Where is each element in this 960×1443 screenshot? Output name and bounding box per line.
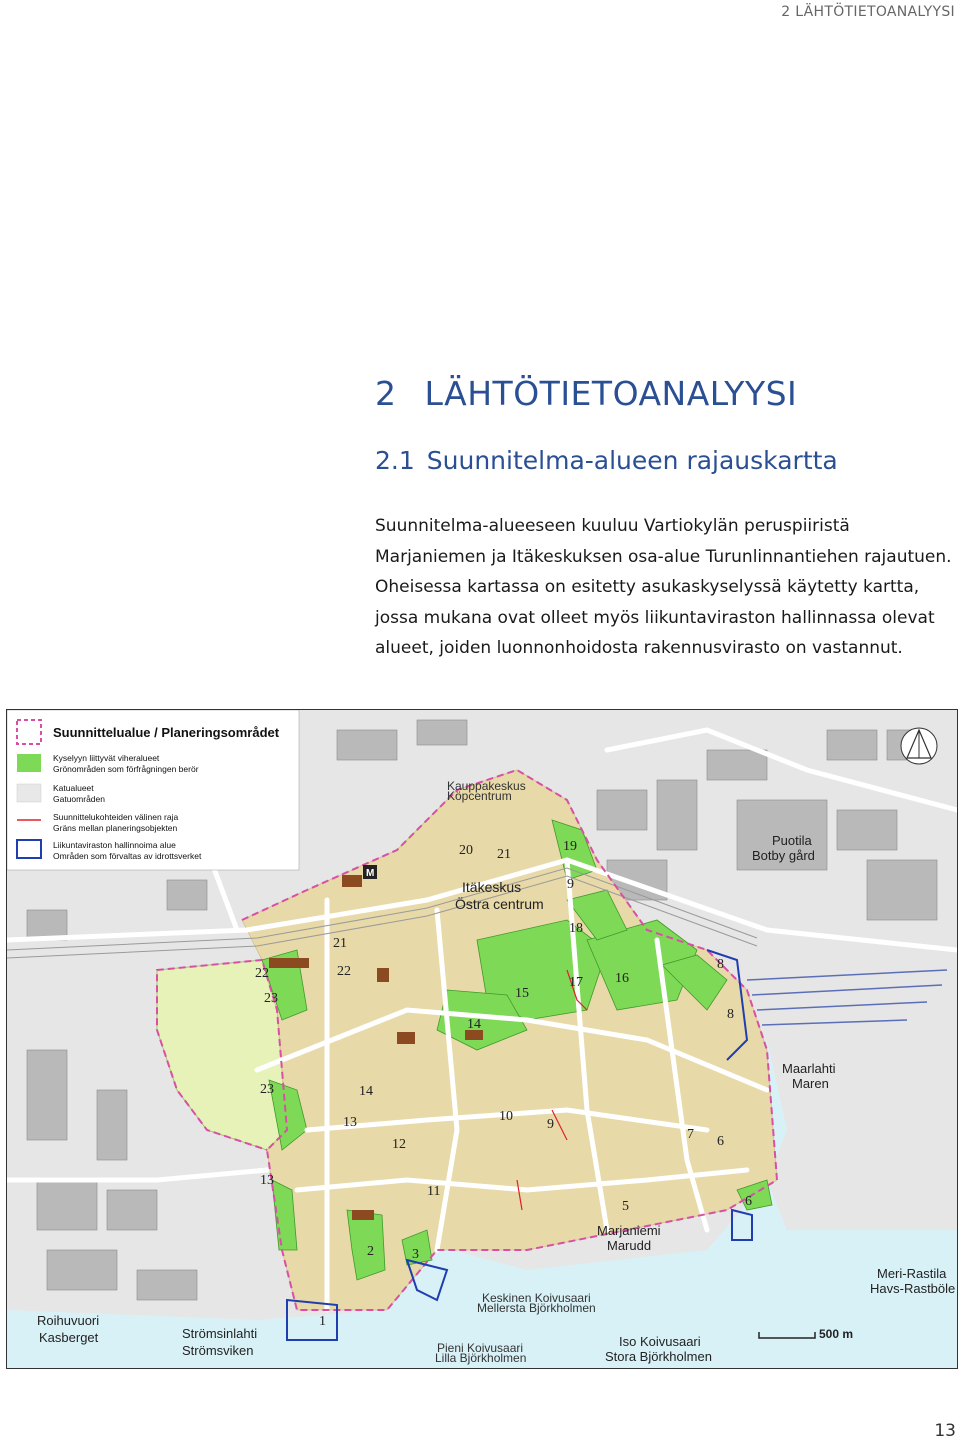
- place-meri-rastila: Meri-Rastila: [877, 1266, 947, 1281]
- area-number: 14: [467, 1017, 481, 1032]
- area-number: 8: [717, 957, 724, 972]
- legend-green-symbol: [17, 754, 41, 772]
- place-ostra-centrum: Östra centrum: [455, 896, 544, 912]
- map-svg: [7, 710, 957, 1368]
- section-title-text: Suunnitelma-alueen rajauskartta: [426, 446, 838, 475]
- area-number: 13: [260, 1173, 274, 1188]
- area-number: 3: [412, 1247, 419, 1262]
- area-number: 21: [333, 936, 347, 951]
- place-havs-rastbole: Havs-Rastböle: [870, 1281, 956, 1296]
- area-number: 12: [392, 1137, 406, 1152]
- area-number: 1: [319, 1314, 326, 1329]
- legend-item-1-line1: Kyselyyn liittyvät viheralueet: [53, 753, 160, 763]
- area-number: 19: [563, 839, 577, 854]
- area-number: 2: [367, 1244, 374, 1259]
- place-maarlahti: Maarlahti: [782, 1061, 836, 1076]
- area-number: 20: [459, 843, 473, 858]
- metro-label: M: [366, 868, 375, 879]
- area-number: 23: [264, 991, 278, 1006]
- place-keskinen-koivusaari: Keskinen Koivusaari: [482, 1291, 591, 1305]
- place-kasberget: Kasberget: [39, 1330, 99, 1345]
- place-kauppakeskus: Kauppakeskus: [447, 779, 526, 793]
- area-number: 10: [499, 1109, 513, 1124]
- place-marjaniemi: Marjaniemi: [597, 1223, 661, 1238]
- place-botby-gard: Botby gård: [752, 848, 815, 863]
- area-number: 9: [567, 877, 574, 892]
- place-roihuvuori: Roihuvuori: [37, 1313, 100, 1328]
- map-legend: [7, 710, 299, 870]
- section-title: [375, 446, 838, 475]
- area-map: [6, 709, 958, 1369]
- area-number: 6: [745, 1194, 752, 1209]
- legend-item-4-line1: Liikuntaviraston hallinnoima alue: [53, 840, 176, 850]
- place-strominlahti: Strömsinlahti: [182, 1326, 258, 1341]
- body-paragraph: Suunnitelma-alueeseen kuuluu Vartiokylän peruspiiristä Marjaniemen ja Itäkeskuksen osa-alue Turunlinnantiehen rajautuen. Oheisessa kartassa on esitetty asukaskyselyssä käytetty kartta, jossa mukana ovat olleet myös liikuntaviraston hallinnassa olevat alueet, joiden luonnonhoidosta rakennusvirasto on vastannut.: [375, 516, 952, 658]
- running-head: 2 LÄHTÖTIETOANALYYSI: [781, 4, 955, 20]
- area-number: 6: [717, 1134, 724, 1149]
- place-kopcentrum: Köpcentrum: [447, 789, 512, 803]
- place-lilla-bjorkholmen: Lilla Björkholmen: [435, 1351, 527, 1365]
- chapter-title-text: LÄHTÖTIETOANALYYSI: [424, 374, 798, 413]
- area-number: 18: [569, 921, 583, 936]
- area-number: 9: [547, 1117, 554, 1132]
- place-puotila: Puotila: [772, 833, 812, 848]
- north-arrow-icon: [901, 728, 937, 764]
- place-stromsviken: Strömsviken: [182, 1343, 254, 1358]
- place-itakeskus: Itäkeskus: [462, 879, 522, 895]
- section-number: 2.1: [375, 446, 415, 475]
- legend-item-2-line1: Katualueet: [53, 783, 94, 793]
- area-number: 23: [260, 1082, 274, 1097]
- area-number: 8: [727, 1007, 734, 1022]
- place-iso-koivusaari: Iso Koivusaari: [619, 1334, 701, 1349]
- legend-item-1-line2: Grönområden som förfrågningen berör: [53, 764, 199, 774]
- area-number: 11: [427, 1184, 441, 1199]
- legend-street-symbol: [17, 784, 41, 802]
- legend-item-2-line2: Gatuområden: [53, 794, 105, 804]
- area-number: 22: [255, 966, 269, 981]
- area-number: 16: [615, 971, 629, 986]
- area-number: 7: [687, 1127, 694, 1142]
- area-number: 15: [515, 986, 529, 1001]
- area-number: 14: [359, 1084, 373, 1099]
- area-number: 21: [497, 847, 511, 862]
- legend-item-3-line1: Suunnittelukohteiden välinen raja: [53, 812, 179, 822]
- chapter-number: 2: [375, 374, 397, 413]
- place-mellersta-bjorkholmen: Mellersta Björkholmen: [477, 1301, 596, 1315]
- legend-title: Suunnittelualue / Planeringsområdet: [53, 725, 280, 740]
- legend-item-3-line2: Gräns mellan planeringsobjekten: [53, 823, 178, 833]
- place-maren: Maren: [792, 1076, 829, 1091]
- legend-item-4-line2: Områden som förvaltas av idrottsverket: [53, 851, 202, 861]
- area-number: 5: [622, 1199, 629, 1214]
- chapter-title: [375, 374, 797, 413]
- scale-label: 500 m: [819, 1327, 854, 1341]
- place-marudd: Marudd: [607, 1238, 652, 1253]
- place-stora-bjorkholmen: Stora Björkholmen: [605, 1349, 712, 1364]
- page-number: 13: [934, 1421, 956, 1441]
- area-number: 13: [343, 1115, 357, 1130]
- area-number: 22: [337, 964, 351, 979]
- place-pieni-koivusaari: Pieni Koivusaari: [437, 1341, 524, 1355]
- area-number: 17: [569, 975, 583, 990]
